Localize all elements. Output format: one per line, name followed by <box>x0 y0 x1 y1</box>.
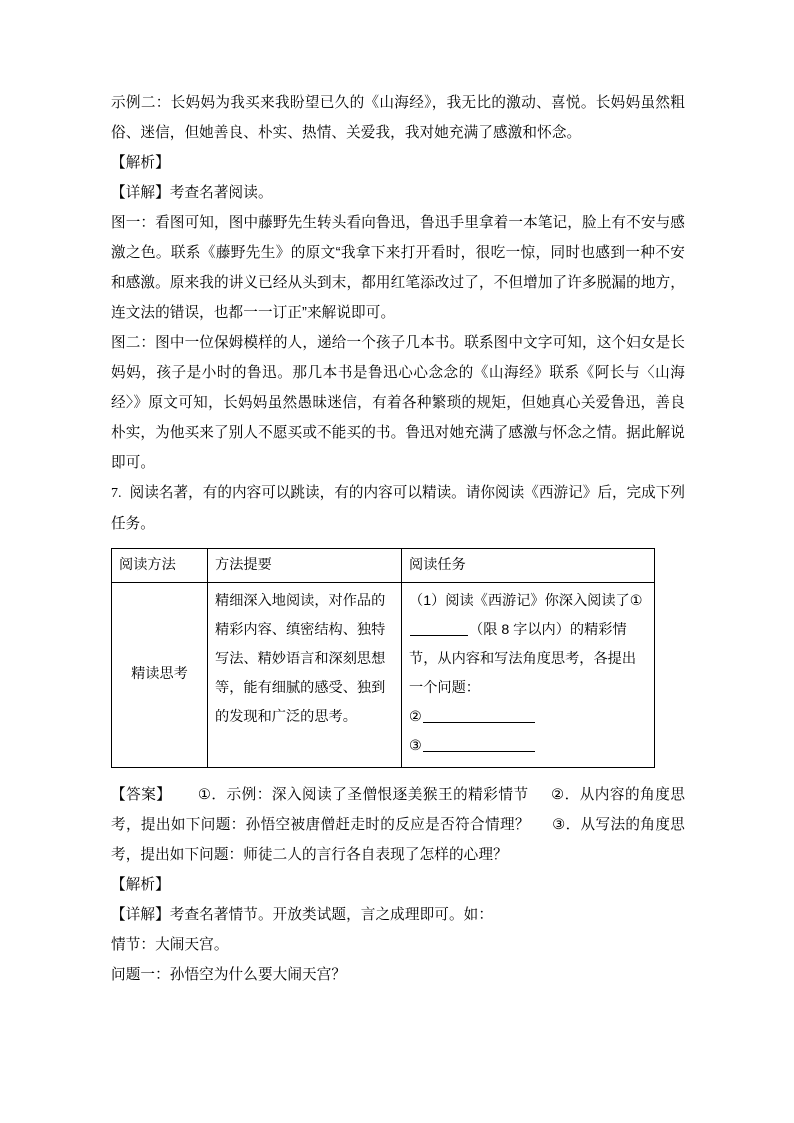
answer-item-2: ②．从内容的角度思考，提出如下问题：孙悟空被唐僧赶走时的反应是否符合情理？ <box>111 787 686 833</box>
explanation-question-one: 问题一：孙悟空为什么要大闹天宫？ <box>111 967 347 983</box>
task-line-1c: （限 8 字以内）的精彩情 <box>469 622 627 638</box>
label-xiangjie-bottom: 【详解】考查名著情节。开放类试题，言之成理即可。如： <box>111 907 494 923</box>
paragraph-figure-two: 图二：图中一位保姆模样的人，递给一个孩子几本书。联系图中文字可知，这个妇女是长妈妈，孩子是小时的鲁迅。那几本书是鲁迅心心念念的《山海经》联系《阿长与〈山海经〉》原文可知，长妈妈虽然愚昧迷信，有着各种繁琐的规矩，但她真心关爱鲁迅，善良朴实，为他买来了别人不愿买或不能买的书。鲁迅对她充满了感激与怀念之情。据此解说即可。 <box>111 335 685 471</box>
task-line-3: 出一个问题： <box>409 651 637 696</box>
answer-item-3: ③．从写法的角度思考，提出如下问题：师徒二人的言行各自表现了怎样的心理？ <box>111 817 685 863</box>
task-item-2-marker: ② <box>409 709 422 725</box>
question-number: 7. <box>111 486 122 501</box>
task-blank-2[interactable] <box>423 708 535 723</box>
label-answer: 【答案】 <box>111 787 172 803</box>
table-cell-task <box>402 583 655 768</box>
task-item-2 <box>409 703 647 732</box>
table-row <box>112 583 655 768</box>
task-line-1a: （1）阅读《西游记》你深入阅读 <box>409 593 616 609</box>
reading-method-table <box>111 548 655 768</box>
label-jiexi-top: 【解析】 <box>111 155 170 171</box>
task-item-3-marker: ③ <box>409 738 422 754</box>
task-blank-3[interactable] <box>423 737 535 752</box>
label-jiexi-bottom: 【解析】 <box>111 877 170 893</box>
question-text: 阅读名著，有的内容可以跳读，有的内容可以精读。请你阅读《西游记》后，完成下列任务。 <box>111 485 685 532</box>
table-header-task: 阅读任务 <box>402 549 655 583</box>
explanation-plot: 情节：大闹天宫。 <box>111 937 229 953</box>
answer-block <box>111 780 685 870</box>
table-cell-method: 精读思考 <box>112 583 208 768</box>
table-header-method: 阅读方法 <box>112 549 208 583</box>
answer-item-1: ①．示例：深入阅读了圣僧恨逐美猴王的精彩情节 <box>197 787 529 803</box>
reading-table-wrapper <box>111 548 685 768</box>
paragraph-figure-one: 图一：看图可知，图中藤野先生转头看向鲁迅，鲁迅手里拿着一本笔记，脸上有不安与感激之色。联系《藤野先生》的原文“我拿下来打开看时，很吃一惊，同时也感到一种不安和感激。原来我的讲义已经从头到末，都用红笔添改过了，不但增加了许多脱漏的地方，连文法的错误，也都一一订正”来解说即可。 <box>111 215 685 321</box>
task-item-3 <box>409 732 647 761</box>
document-body <box>111 88 685 990</box>
task-line-1b: 了① <box>615 593 643 609</box>
paragraph-example-two: 示例二：长妈妈为我买来我盼望已久的《山海经》，我无比的激动、喜悦。长妈妈虽然粗俗、迷信，但她善良、朴实、热情、关爱我，我对她充满了感激和怀念。 <box>111 95 685 141</box>
label-xiangjie-top: 【详解】考查名著阅读。 <box>111 185 273 201</box>
table-header-row <box>112 549 655 583</box>
question-7 <box>111 478 685 539</box>
table-header-summary: 方法提要 <box>208 549 402 583</box>
task-blank-1[interactable] <box>410 621 468 636</box>
task-line-2: 节，从内容和写法角度思考，各提 <box>409 651 622 667</box>
table-cell-summary: 精细深入地阅读，对作品的精彩内容、缜密结构、独特写法、精妙语言和深刻思想等，能有细腻的感受、独到的发现和广泛的思考。 <box>208 583 402 768</box>
